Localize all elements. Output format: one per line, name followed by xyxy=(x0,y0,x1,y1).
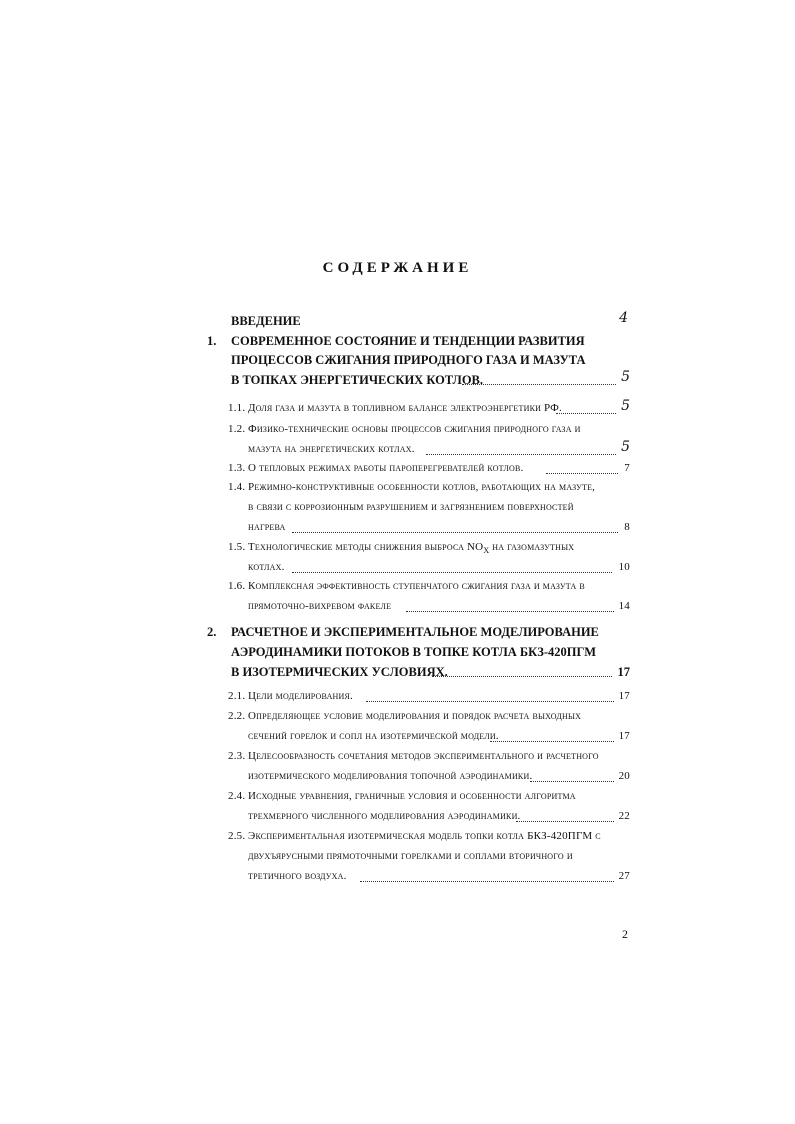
item-1-3-number: 1.3. xyxy=(228,462,246,474)
dot-leader xyxy=(432,676,612,677)
item-1-6-page: 14 xyxy=(618,600,630,612)
item-1-4-page: 8 xyxy=(624,521,630,533)
dot-leader xyxy=(366,701,614,702)
item-1-2-line-2: мазута на энергетических котлах. xyxy=(248,443,415,455)
intro-label: ВВЕДЕНИЕ xyxy=(231,314,301,328)
item-1-4-line-1: Режимно-конструктивные особенности котлов, работающих на мазуте, xyxy=(248,481,596,493)
item-1-4-line-3: нагрева xyxy=(248,521,286,533)
item-2-2-number: 2.2. xyxy=(228,710,246,722)
item-1-6-number: 1.6. xyxy=(228,580,246,592)
item-2-5-line-3: третичного воздуха. xyxy=(248,870,347,882)
item-2-3-page: 20 xyxy=(618,770,630,782)
item-2-5-page: 27 xyxy=(618,870,630,882)
item-2-5-number: 2.5. xyxy=(228,830,246,842)
item-2-2-page: 17 xyxy=(618,730,630,742)
dot-leader xyxy=(292,532,618,533)
item-1-4-number: 1.4. xyxy=(228,481,246,493)
section2-page: 17 xyxy=(617,665,630,679)
section1-page: 5 xyxy=(621,369,630,385)
item-1-3-line-1: О тепловых режимах работы пароперегревателей котлов. xyxy=(248,462,524,474)
item-1-5-page: 10 xyxy=(618,561,630,573)
item-2-2-line-1: Определяющее условие моделирования и порядок расчета выходных xyxy=(248,710,582,722)
item-2-1-page: 17 xyxy=(618,690,630,702)
section2-title-line-1: РАСЧЕТНОЕ И ЭКСПЕРИМЕНТАЛЬНОЕ МОДЕЛИРОВАНИЕ xyxy=(231,625,599,639)
page-title: СОДЕРЖАНИЕ xyxy=(322,260,473,276)
dot-leader xyxy=(406,611,614,612)
dot-leader xyxy=(462,384,616,385)
item-2-4-line-2: трехмерного численного моделирования аэродинамики. xyxy=(248,810,521,822)
intro-page: 4 xyxy=(619,310,628,326)
section1-title-line-2: ПРОЦЕССОВ СЖИГАНИЯ ПРИРОДНОГО ГАЗА И МАЗУТА xyxy=(231,353,586,367)
item-1-5-line-1 xyxy=(248,541,574,555)
item-1-1-number: 1.1. xyxy=(228,402,246,414)
item-2-2-line-2: сечений горелок и сопл на изотермической модели. xyxy=(248,730,499,742)
item-2-4-number: 2.4. xyxy=(228,790,246,802)
dot-leader xyxy=(490,741,614,742)
item-2-1-number: 2.1. xyxy=(228,690,246,702)
section2-title-line-2: АЭРОДИНАМИКИ ПОТОКОВ В ТОПКЕ КОТЛА БКЗ-420ПГМ xyxy=(231,645,597,659)
item-1-2-number: 1.2. xyxy=(228,423,246,435)
item-2-3-line-2: изотермического моделирования топочной аэродинамики. xyxy=(248,770,533,782)
item-2-1-line-1: Цели моделирования. xyxy=(248,690,353,702)
page-number: 2 xyxy=(622,927,628,941)
item-1-3-page: 7 xyxy=(624,462,630,474)
item-2-5-line-2: двухъярусными прямоточными горелками и соплами вторичного и xyxy=(248,850,573,862)
item-1-5-text: Технологические методы снижения выброса NO xyxy=(248,541,484,553)
item-2-4-line-1: Исходные уравнения, граничные условия и особенности алгоритма xyxy=(248,790,576,802)
item-2-3-number: 2.3. xyxy=(228,750,246,762)
dot-leader xyxy=(360,881,614,882)
item-1-5-number: 1.5. xyxy=(228,541,246,553)
dot-leader xyxy=(426,454,616,455)
item-1-5-line-2: котлах. xyxy=(248,561,285,573)
item-1-1-page: 5 xyxy=(621,398,630,414)
item-2-4-page: 22 xyxy=(618,810,630,822)
item-2-3-line-1: Целесообразность сочетания методов экспериментального и расчетного xyxy=(248,750,599,762)
item-1-2-page: 5 xyxy=(621,439,630,455)
dot-leader xyxy=(292,572,612,573)
item-1-1-line-1: Доля газа и мазута в топливном балансе электроэнергетики РФ. xyxy=(248,402,563,414)
section1-title-line-3: В ТОПКАХ ЭНЕРГЕТИЧЕСКИХ КОТЛОВ. xyxy=(231,373,484,387)
item-1-2-line-1: Физико-технические основы процессов сжигания природного газа и xyxy=(248,423,581,435)
section2-number: 2. xyxy=(207,625,217,639)
item-2-5-line-1: Экспериментальная изотермическая модель топки котла БКЗ-420ПГМ с xyxy=(248,830,601,842)
item-1-5-subscript: X xyxy=(483,546,490,556)
item-1-4-line-2: в связи с коррозионным разрушением и загрязнением поверхностей xyxy=(248,501,574,513)
item-1-5-tail: на газомазутных xyxy=(489,541,575,553)
item-1-6-line-1: Комплексная эффективность ступенчатого сжигания газа и мазута в xyxy=(248,580,585,592)
section1-number: 1. xyxy=(207,334,217,348)
section2-title-line-3: В ИЗОТЕРМИЧЕСКИХ УСЛОВИЯХ. xyxy=(231,665,448,679)
section1-title-line-1: СОВРЕМЕННОЕ СОСТОЯНИЕ И ТЕНДЕНЦИИ РАЗВИТИЯ xyxy=(231,334,585,348)
item-1-6-line-2: прямоточно-вихревом факеле xyxy=(248,600,392,612)
